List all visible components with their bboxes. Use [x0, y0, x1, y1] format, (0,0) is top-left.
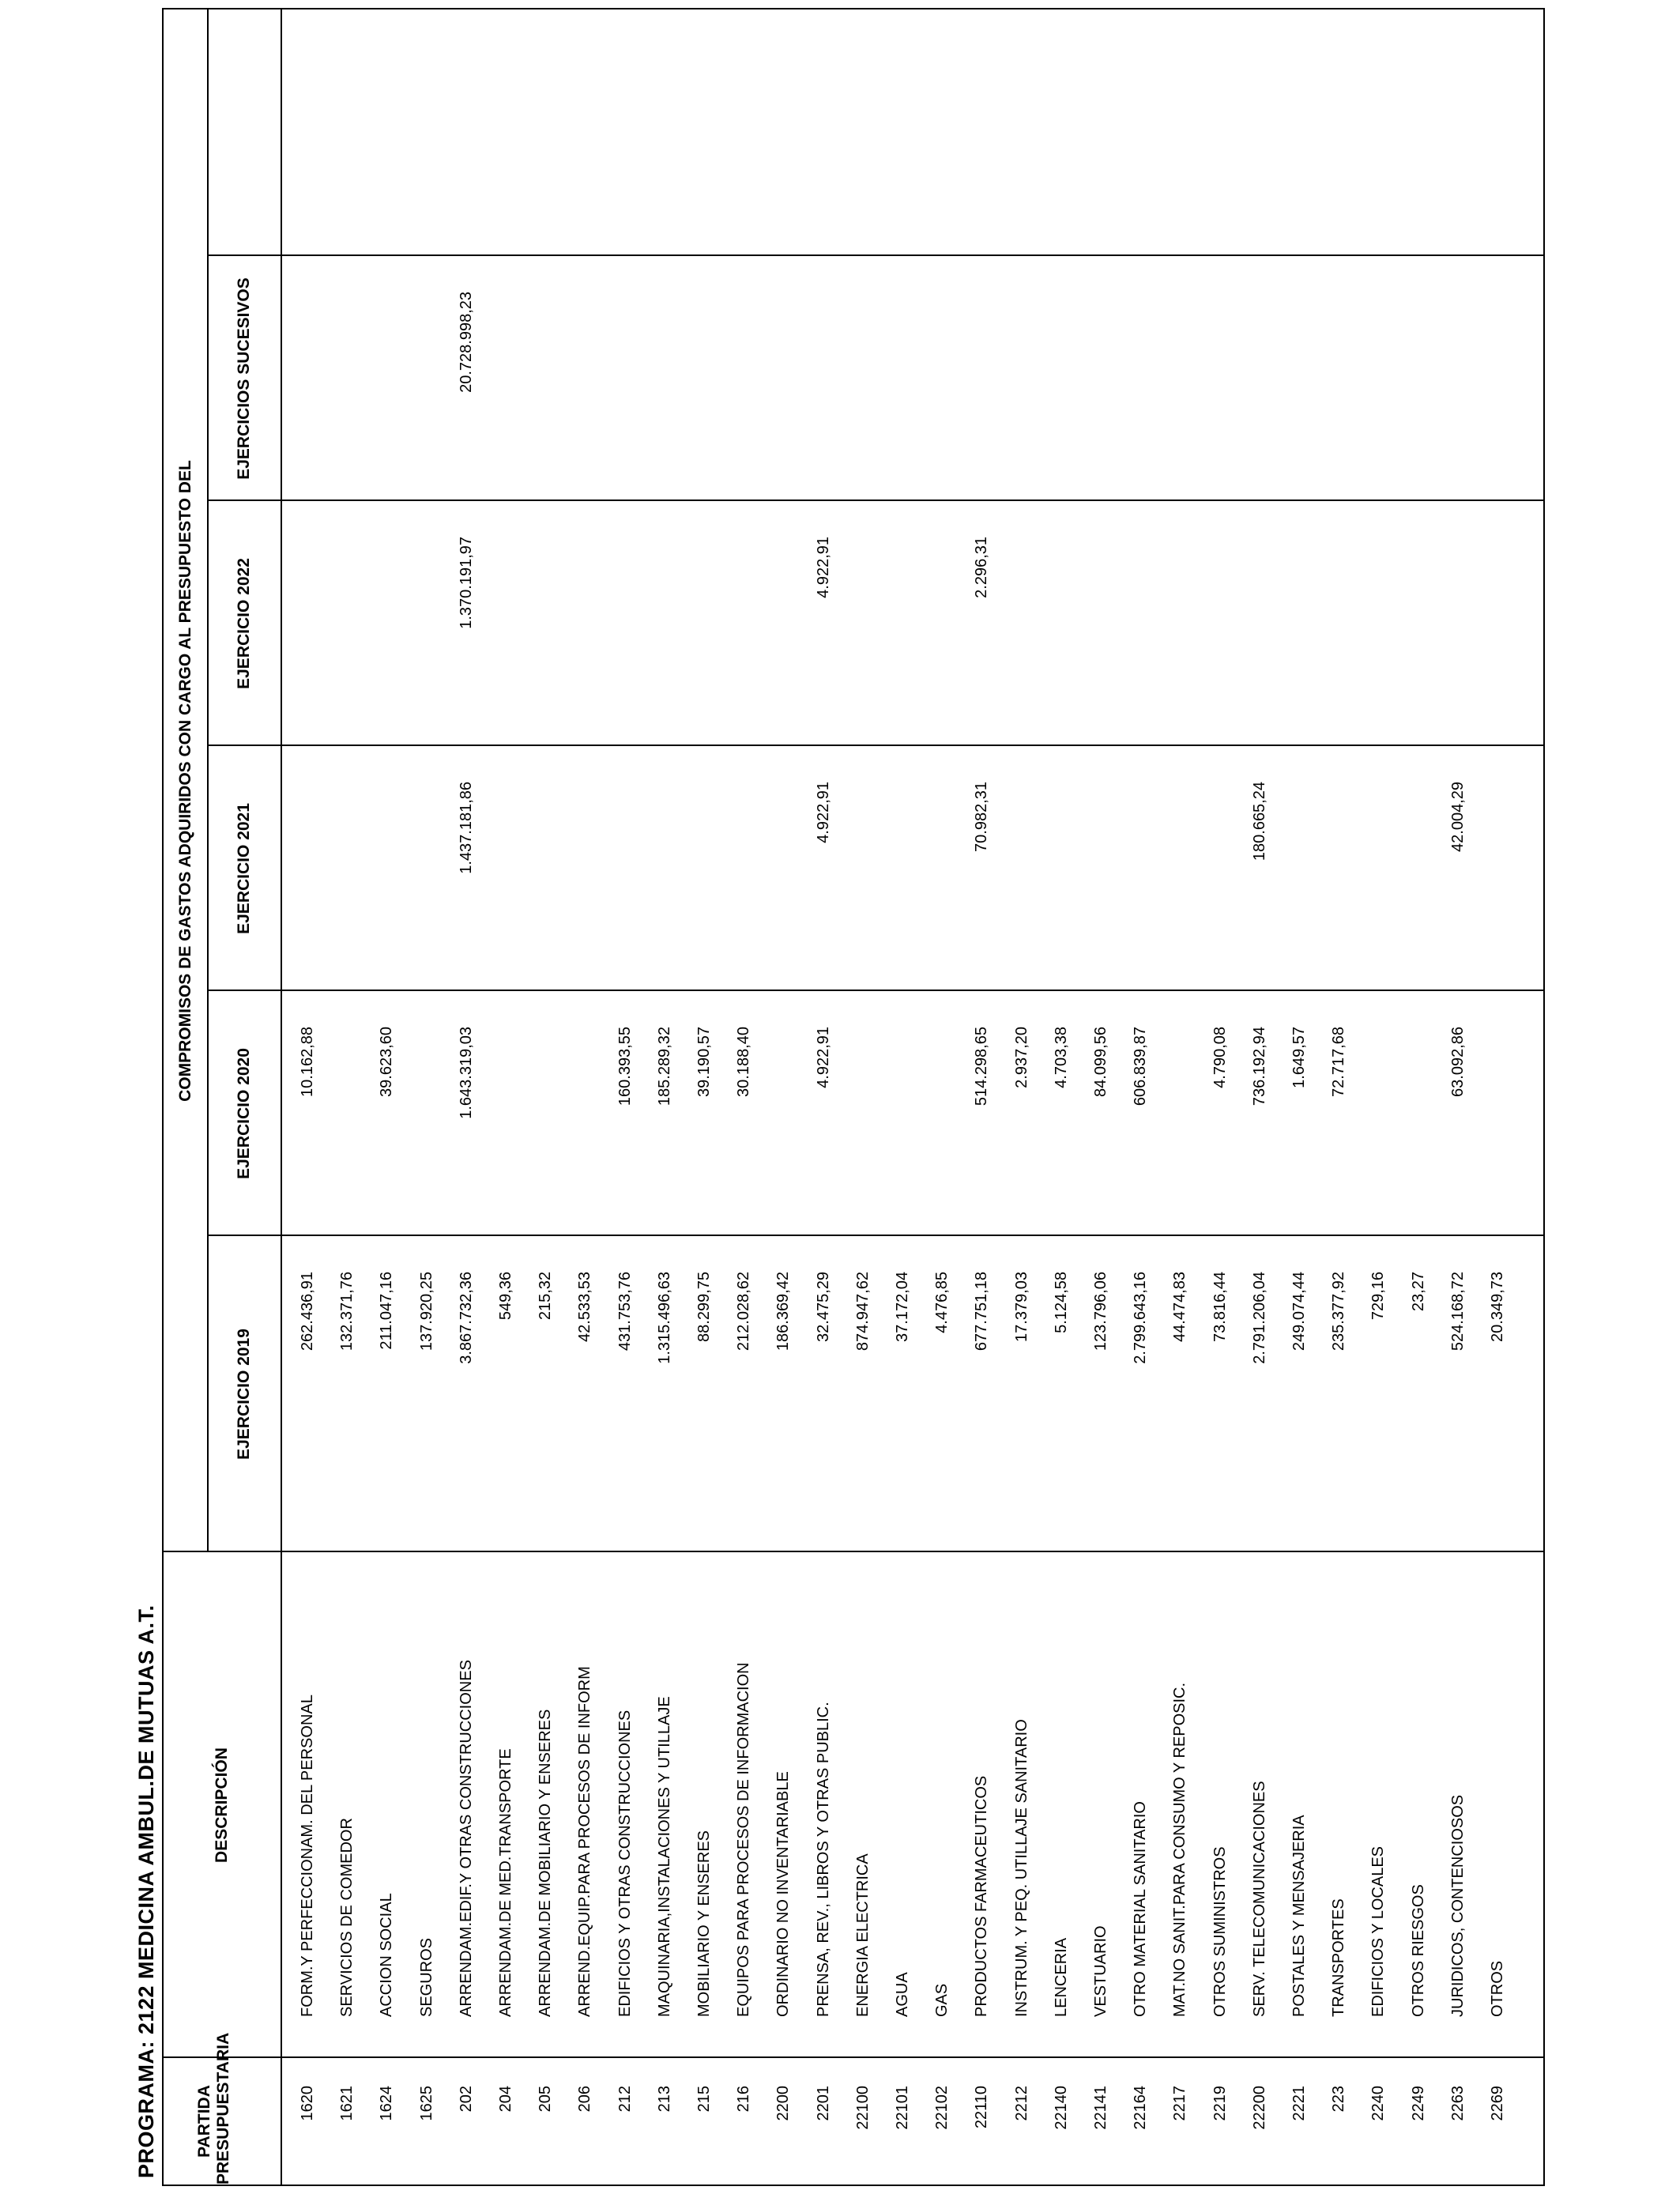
descripcion: AGUA: [894, 1972, 911, 2017]
amount-e2021: 4.922,91: [814, 782, 832, 843]
amount-e2019: 431.753,76: [616, 1272, 634, 1351]
amount-e2021: 180.665,24: [1250, 782, 1268, 861]
descripcion: ENERGIA ELECTRICA: [853, 1853, 872, 2017]
descripcion: EQUIPOS PARA PROCESOS DE INFORMACION: [735, 1662, 753, 2017]
divider-partida: [164, 2056, 1543, 2058]
descripcion: MAQUINARIA,INSTALACIONES Y UTILLAJE: [655, 1696, 673, 2017]
amount-e2021: 70.982,31: [973, 782, 991, 852]
page-title: PROGRAMA: 2122 MEDICINA AMBUL.DE MUTUAS A.T.: [134, 1604, 158, 2178]
amount-e2020: 1.649,57: [1290, 1027, 1308, 1088]
amount-e2019: 44.474,83: [1171, 1272, 1189, 1342]
amount-e2022: 1.370.191,97: [457, 537, 475, 629]
descripcion: TRANSPORTES: [1330, 1898, 1348, 2017]
partida-code: 2212: [1012, 2086, 1030, 2121]
commitments-table: [162, 8, 1545, 2186]
partida-code: 22141: [1092, 2086, 1109, 2130]
descripcion: PRENSA, REV., LIBROS Y OTRAS PUBLIC.: [814, 1702, 832, 2017]
amount-e2019: 2.791.206,04: [1250, 1272, 1268, 1364]
descripcion: INSTRUM. Y PEQ. UTILLAJE SANITARIO: [1012, 1719, 1030, 2017]
amount-e2019: 524.168,72: [1448, 1272, 1467, 1351]
descripcion: ARRENDAM.DE MOBILIARIO Y ENSERES: [537, 1709, 555, 2017]
amount-e2019: 729,16: [1369, 1272, 1388, 1321]
group-header-rule: [207, 9, 209, 1552]
amount-e2019: 23,27: [1409, 1272, 1427, 1312]
partida-code: 2201: [814, 2086, 832, 2121]
amount-e2019: 1.315.496,63: [655, 1272, 673, 1364]
descripcion: MOBILIARIO Y ENSERES: [695, 1830, 713, 2017]
amount-e2019: 37.172,04: [894, 1272, 911, 1342]
amount-e2020: 10.162,88: [299, 1027, 316, 1097]
partida-code: 202: [457, 2086, 475, 2113]
descripcion: EDIFICIOS Y OTRAS CONSTRUCCIONES: [616, 1710, 634, 2017]
divider-2022: [207, 499, 1543, 501]
amount-e2020: 4.922,91: [814, 1027, 832, 1088]
amount-e2019: 4.476,85: [933, 1272, 951, 1333]
partida-code: 1621: [338, 2086, 356, 2121]
partida-code: 216: [735, 2086, 753, 2113]
partida-code: 2263: [1448, 2086, 1467, 2121]
amount-e2020: 39.190,57: [695, 1027, 713, 1097]
partida-code: 2269: [1489, 2086, 1506, 2121]
amount-e2019: 549,36: [497, 1272, 514, 1321]
descripcion: JURIDICOS, CONTENCIOSOS: [1448, 1794, 1467, 2017]
partida-code: 22200: [1250, 2086, 1268, 2130]
amount-e2021: 42.004,29: [1448, 782, 1467, 852]
partida-code: 22164: [1132, 2086, 1150, 2130]
partida-code: 2219: [1211, 2086, 1229, 2121]
partida-code: 1620: [299, 2086, 316, 2121]
descripcion: ACCION SOCIAL: [378, 1893, 396, 2017]
amount-e2019: 235.377,92: [1330, 1272, 1348, 1351]
descripcion: VESTUARIO: [1092, 1925, 1109, 2017]
amount-e2020: 4.703,38: [1052, 1027, 1070, 1088]
descripcion: ORDINARIO NO INVENTARIABLE: [774, 1771, 793, 2017]
amount-e2019: 186.369,42: [774, 1272, 793, 1351]
partida-code: 2200: [774, 2086, 793, 2121]
header-ejercicio-2022: EJERCICIO 2022: [235, 558, 253, 689]
descripcion: ARREND.EQUIP.PARA PROCESOS DE INFORM: [576, 1666, 594, 2017]
descripcion: SEGUROS: [417, 1937, 435, 2017]
amount-e2020: 39.623,60: [378, 1027, 396, 1097]
amount-e2019: 3.867.732,36: [457, 1272, 475, 1364]
header-bottom-rule: [281, 9, 282, 2185]
descripcion: MAT.NO SANIT.PARA CONSUMO Y REPOSIC.: [1171, 1682, 1189, 2017]
descripcion: OTROS RIESGOS: [1409, 1884, 1427, 2017]
header-ejercicios-sucesivos: EJERCICIOS SUCESIVOS: [235, 277, 253, 480]
descripcion: GAS: [933, 1983, 951, 2017]
amount-e2019: 677.751,18: [973, 1272, 991, 1351]
descripcion: OTROS SUMINISTROS: [1211, 1846, 1229, 2017]
partida-code: 22102: [933, 2086, 951, 2130]
amount-e2020: 160.393,55: [616, 1027, 634, 1106]
amount-e2019: 262.436,91: [299, 1272, 316, 1351]
amount-e2022: 2.296,31: [973, 537, 991, 598]
partida-code: 205: [537, 2086, 555, 2113]
header-ejercicio-2020: EJERCICIO 2020: [235, 1048, 253, 1179]
partida-code: 2240: [1369, 2086, 1388, 2121]
partida-code: 213: [655, 2086, 673, 2113]
amount-e2020: 72.717,68: [1330, 1027, 1348, 1097]
amount-e2020: 736.192,94: [1250, 1027, 1268, 1106]
descripcion: EDIFICIOS Y LOCALES: [1369, 1845, 1388, 2017]
descripcion: POSTALES Y MENSAJERIA: [1290, 1815, 1308, 2017]
amount-e2020: 63.092,86: [1448, 1027, 1467, 1097]
amount-e2019: 123.796,06: [1092, 1272, 1109, 1351]
partida-code: 1625: [417, 2086, 435, 2121]
descripcion: LENCERIA: [1052, 1937, 1070, 2017]
amount-e2019: 20.349,73: [1489, 1272, 1506, 1342]
amount-e2019: 5.124,58: [1052, 1272, 1070, 1333]
amount-e2019: 211.047,16: [378, 1272, 396, 1350]
partida-code: 2249: [1409, 2086, 1427, 2121]
descripcion: ARRENDAM.DE MED.TRANSPORTE: [497, 1748, 514, 2017]
header-partida-line2: PRESUPUESTARIA: [214, 2032, 232, 2185]
amount-e2019: 132.371,76: [338, 1272, 356, 1351]
amount-e2020: 514.298,65: [973, 1027, 991, 1106]
amount-e2019: 42.533,53: [576, 1272, 594, 1342]
amount-e2022: 4.922,91: [814, 537, 832, 598]
descripcion: OTROS: [1489, 1960, 1506, 2017]
amount-e2019: 17.379,03: [1012, 1272, 1030, 1342]
divider-2021: [207, 745, 1543, 746]
descripcion: SERVICIOS DE COMEDOR: [338, 1818, 356, 2017]
amount-e2020: 4.790,08: [1211, 1027, 1229, 1088]
amount-e2019: 212.028,62: [735, 1272, 753, 1351]
amount-e2020: 2.937,20: [1012, 1027, 1030, 1088]
partida-code: 206: [576, 2086, 594, 2113]
amount-e2020: 1.643.319,03: [457, 1027, 475, 1119]
partida-code: 2221: [1290, 2086, 1308, 2121]
amount-suc: 20.728.998,23: [457, 292, 475, 393]
amount-e2019: 32.475,29: [814, 1272, 832, 1342]
amount-e2020: 30.188,40: [735, 1027, 753, 1097]
header-partida: [195, 2032, 233, 2185]
amount-e2020: 606.839,87: [1132, 1027, 1150, 1106]
header-ejercicio-2019: EJERCICIO 2019: [235, 1329, 253, 1460]
header-partida-line1: PARTIDA: [195, 2085, 213, 2158]
descripcion: PRODUCTOS FARMACEUTICOS: [973, 1775, 991, 2017]
divider-2020: [207, 990, 1543, 991]
header-group: COMPROMISOS DE GASTOS ADQUIRIDOS CON CARGO AL PRESUPUESTO DEL: [176, 460, 194, 1102]
amount-e2020: 185.289,32: [655, 1027, 673, 1106]
partida-code: 215: [695, 2086, 713, 2113]
partida-code: 2217: [1171, 2086, 1189, 2121]
amount-e2019: 215,32: [537, 1272, 555, 1321]
amount-e2019: 874.947,62: [853, 1272, 872, 1351]
header-ejercicio-2021: EJERCICIO 2021: [235, 803, 253, 934]
descripcion: SERV. TELECOMUNICACIONES: [1250, 1781, 1268, 2017]
partida-code: 1624: [378, 2086, 396, 2121]
partida-code: 212: [616, 2086, 634, 2113]
partida-code: 22140: [1052, 2086, 1070, 2130]
partida-code: 22110: [973, 2086, 991, 2129]
amount-e2019: 249.074,44: [1290, 1272, 1308, 1351]
descripcion: FORM.Y PERFECCIONAM. DEL PERSONAL: [299, 1695, 316, 2017]
divider-sucesivos: [207, 254, 1543, 256]
header-descripcion: DESCRIPCIÓN: [213, 1747, 231, 1863]
descripcion: ARRENDAM.EDIF.Y OTRAS CONSTRUCCIONES: [457, 1660, 475, 2017]
amount-e2019: 137.920,25: [417, 1272, 435, 1351]
partida-code: 22101: [894, 2086, 911, 2130]
partida-code: 22100: [853, 2086, 872, 2130]
amount-e2021: 1.437.181,86: [457, 782, 475, 874]
amount-e2019: 2.799.643,16: [1132, 1272, 1150, 1364]
amount-e2019: 88.299,75: [695, 1272, 713, 1342]
partida-code: 204: [497, 2086, 514, 2113]
descripcion: OTRO MATERIAL SANITARIO: [1132, 1801, 1150, 2017]
partida-code: 223: [1330, 2086, 1348, 2113]
amount-e2019: 73.816,44: [1211, 1272, 1229, 1342]
amount-e2020: 84.099,56: [1092, 1027, 1109, 1097]
